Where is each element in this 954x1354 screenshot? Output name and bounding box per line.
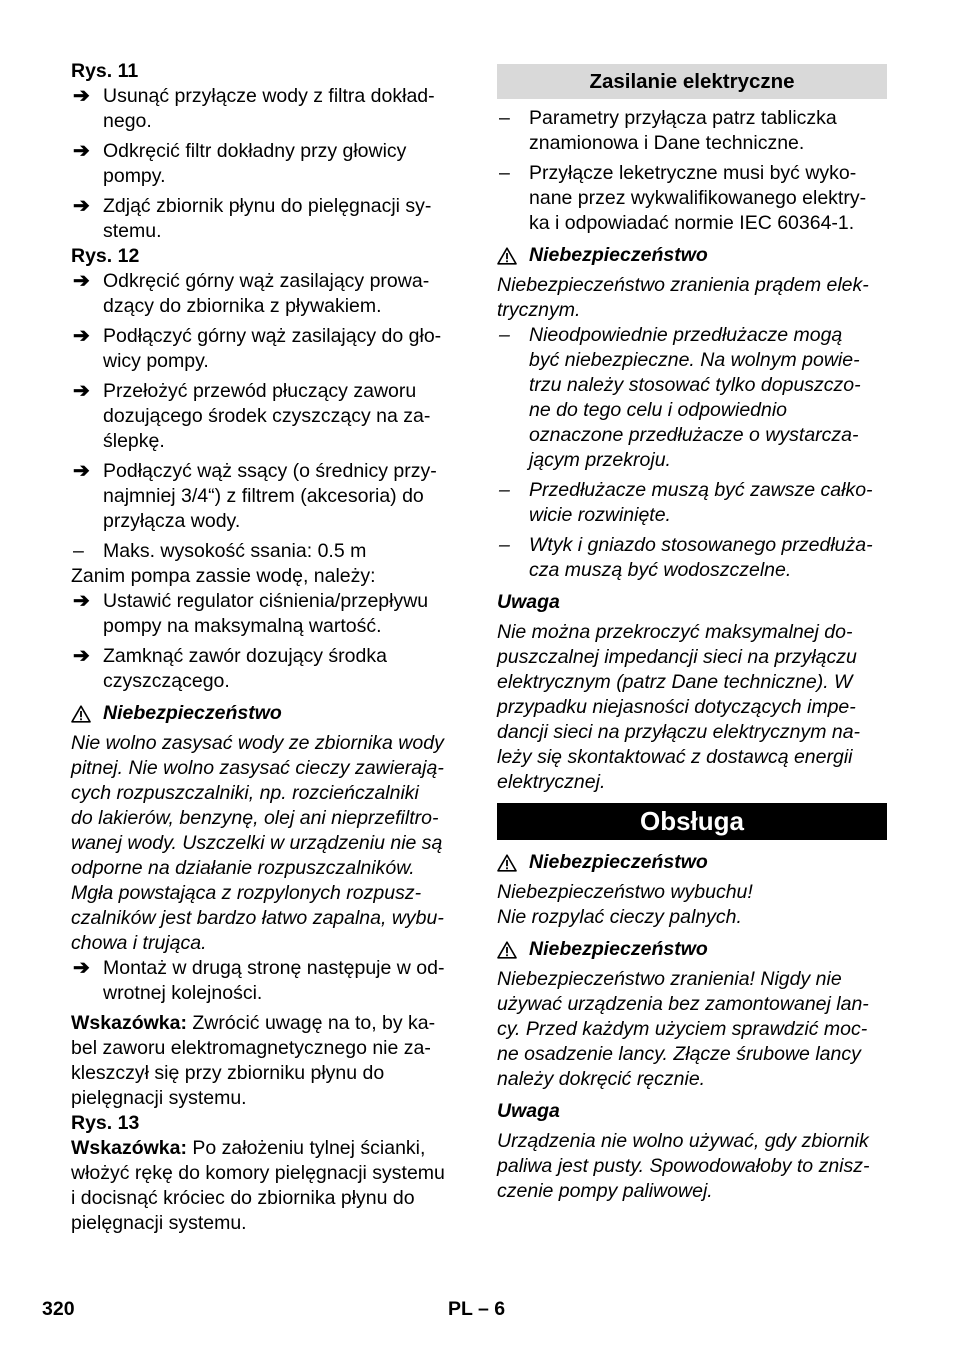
- text-line: Nie wolno zasysać wody ze zbiornika wody: [71, 732, 444, 754]
- text-line: najmniej 3/4“) z filtrem (akcesoria) do: [103, 485, 424, 507]
- danger-explosion-text: [497, 880, 887, 930]
- text-line: paliwa jest pusty. Spowodowałoby to znisz-: [497, 1155, 870, 1177]
- text-line: Odkręcić górny wąż zasilający prowa-: [103, 270, 430, 292]
- step-remove-water-connection: [71, 84, 459, 134]
- figure-ref-11: Rys. 11: [71, 60, 139, 82]
- text-line: Parametry przyłącza patrz tabliczka: [529, 107, 837, 129]
- section-heading-operation: Obsługa: [497, 803, 887, 840]
- extension-cable-item: [497, 323, 887, 473]
- text-line: leży się skontaktować z dostawcą energii: [497, 746, 853, 768]
- danger-electric-text: [497, 273, 887, 323]
- text-line: przyłącza wody.: [103, 510, 241, 532]
- text-line: Przełożyć przewód płuczący zaworu: [103, 380, 417, 402]
- page-number: 320: [42, 1298, 75, 1320]
- text-line: Usunąć przyłącze wody z filtra dokład-: [103, 85, 435, 107]
- dash-bullet: –: [499, 479, 510, 501]
- text-line: wicie rozwinięte.: [529, 504, 671, 526]
- text-line: czyszczącego.: [103, 670, 230, 692]
- step-remove-care-tank: [71, 194, 459, 244]
- arrow-right-icon: ➔: [73, 590, 90, 612]
- text-line: Niebezpieczeństwo wybuchu!: [497, 881, 753, 903]
- text-line: Podłączyć górny wąż zasilający do gło-: [103, 325, 442, 347]
- text-line: oznaczone przedłużacze o wystarcza-: [529, 424, 859, 446]
- text-line: do lakierów, benzynę, olej ani nieprzefiltro-: [71, 807, 439, 829]
- text-line: dzący do zbiornika z pływakiem.: [103, 295, 382, 317]
- danger-text: [71, 731, 459, 956]
- note-heading: Uwaga: [497, 1100, 560, 1122]
- step-set-regulator: [71, 589, 459, 639]
- right-column: [497, 59, 887, 1204]
- text-line: Podłączyć wąż ssący (o średnicy przy-: [103, 460, 437, 482]
- hint-cable: Wskazówka: Zwrócić uwagę na to, by ka- bel zaworu elektromagnetycznego nie za- kleszczył się przy zbiorniku płynu do pielęgnacji systemu.: [71, 1012, 436, 1109]
- text-line: cy. Przed każdym użyciem sprawdzić moc-: [497, 1018, 868, 1040]
- before-suction-text: Zanim pompa zassie wodę, należy:: [71, 565, 376, 587]
- power-electrician-item: [497, 161, 887, 236]
- note-fuel-tank-text: [497, 1129, 887, 1204]
- text-line: przypadku niejasności dotyczących impe-: [497, 696, 856, 718]
- dash-bullet: –: [499, 324, 510, 346]
- arrow-right-icon: ➔: [73, 380, 90, 402]
- text-line: pompy.: [103, 165, 166, 187]
- dash-bullet: –: [499, 534, 510, 556]
- text-line: dancji sieci na przyłączu elektrycznym na-: [497, 721, 861, 743]
- text-line: Nieodpowiednie przedłużacze mogą: [529, 324, 843, 346]
- step-unscrew-fine-filter: [71, 139, 459, 189]
- text-line: być niebezpieczne. Na wolnym powie-: [529, 349, 860, 371]
- note-impedance-text: [497, 620, 887, 795]
- text-line: nego.: [103, 110, 152, 132]
- text-line: cych rozpuszczalniki, np. rozcieńczalniki: [71, 782, 419, 804]
- note-heading: Uwaga: [497, 591, 560, 613]
- plug-watertight-item: [497, 533, 887, 583]
- dash-bullet: –: [499, 107, 510, 129]
- arrow-right-icon: ➔: [73, 957, 90, 979]
- language-page: PL – 6: [448, 1298, 506, 1320]
- dash-bullet: –: [73, 540, 84, 562]
- figure-ref-13: Rys. 13: [71, 1112, 140, 1134]
- arrow-right-icon: ➔: [73, 270, 90, 292]
- text-line: puszczalnej impedancji sieci na przyłączu: [497, 646, 857, 668]
- text-line: czalników jest bardzo łatwo zapalna, wybu-: [71, 907, 444, 929]
- arrow-right-icon: ➔: [73, 645, 90, 667]
- text-line: pitnej. Nie wolno zasysać cieczy zawierają-: [71, 757, 444, 779]
- arrow-right-icon: ➔: [73, 140, 90, 162]
- text-line: wrotnej kolejności.: [103, 982, 263, 1004]
- text-line: Ustawić regulator ciśnienia/przepływu: [103, 590, 429, 612]
- danger-injury-text: [497, 967, 887, 1092]
- text-line: ka i odpowiadać normie IEC 60364-1.: [529, 212, 855, 234]
- max-suction-height: – Maks. wysokość ssania: 0.5 m: [73, 540, 367, 562]
- arrow-right-icon: ➔: [73, 195, 90, 217]
- text-line: Zamknąć zawór dozujący środka: [103, 645, 387, 667]
- text-line: Zdjąć zbiornik płynu do pielęgnacji sy-: [103, 195, 432, 217]
- power-param-item: [497, 106, 887, 156]
- text-line: stemu.: [103, 220, 162, 242]
- step-move-rinse-line: [71, 379, 459, 454]
- warning-triangle-icon: [497, 941, 517, 959]
- text-line: czenie pompy paliwowej.: [497, 1180, 713, 1202]
- step-close-dosing-valve: [71, 644, 459, 694]
- text-line: ne do tego celu i odpowiednio: [529, 399, 788, 421]
- text-line: elektrycznej.: [497, 771, 606, 793]
- text-line: Urządzenia nie wolno używać, gdy zbiornik: [497, 1130, 869, 1152]
- text-line: odporne na działanie rozpuszczalników.: [71, 857, 415, 879]
- text-line: nane przez wykwalifikowanego elektry-: [529, 187, 867, 209]
- danger-heading: Niebezpieczeństwo: [497, 937, 887, 962]
- text-line: trzu należy stosować tylko dopuszczo-: [529, 374, 861, 396]
- text-line: używać urządzenia bez zamontowanej lan-: [497, 993, 869, 1015]
- text-line: Przedłużacze muszą być zawsze całko-: [529, 479, 873, 501]
- text-line: chowa i trująca.: [71, 932, 207, 954]
- text-line: elektrycznym (patrz Dane techniczne). W: [497, 671, 853, 693]
- hint-back-panel: Wskazówka: Po założeniu tylnej ścianki, włożyć rękę do komory pielęgnacji systemu i docisnąć króciec do zbiornika płynu do pielęgnacji systemu.: [71, 1137, 445, 1234]
- step-connect-suction-hose: [71, 459, 459, 534]
- text-line: Montaż w drugą stronę następuje w od-: [103, 957, 445, 979]
- text-line: należy dokręcić ręcznie.: [497, 1068, 706, 1090]
- text-line: trycznym.: [497, 299, 581, 321]
- text-line: wicy pompy.: [103, 350, 209, 372]
- step-connect-upper-hose: [71, 324, 459, 374]
- warning-triangle-icon: [71, 705, 91, 723]
- text-line: jącym przekroju.: [529, 449, 671, 471]
- text-line: Niebezpieczeństwo zranienia prądem elek-: [497, 274, 869, 296]
- danger-heading: Niebezpieczeństwo: [71, 701, 459, 726]
- text-line: pompy na maksymalną wartość.: [103, 615, 382, 637]
- text-line: cza muszą być wodoszczelne.: [529, 559, 792, 581]
- text-line: Odkręcić filtr dokładny przy głowicy: [103, 140, 407, 162]
- figure-ref-12: Rys. 12: [71, 245, 140, 267]
- arrow-right-icon: ➔: [73, 325, 90, 347]
- section-heading-power-supply: Zasilanie elektryczne: [497, 64, 887, 99]
- text-line: ślepkę.: [103, 430, 165, 452]
- text-line: Nie można przekroczyć maksymalnej do-: [497, 621, 853, 643]
- text-line: ne osadzenie lancy. Złącze śrubowe lancy: [497, 1043, 861, 1065]
- left-column: [71, 59, 459, 1236]
- text-line: Mgła powstająca z rozpylonych rozpusz-: [71, 882, 422, 904]
- arrow-right-icon: ➔: [73, 460, 90, 482]
- dash-bullet: –: [499, 162, 510, 184]
- text-line: Nie rozpylać cieczy palnych.: [497, 906, 742, 928]
- text-line: Przyłącze leketryczne musi być wyko-: [529, 162, 857, 184]
- warning-triangle-icon: [497, 854, 517, 872]
- danger-heading: Niebezpieczeństwo: [497, 850, 887, 875]
- extension-unrolled-item: [497, 478, 887, 528]
- arrow-right-icon: ➔: [73, 85, 90, 107]
- text-line: Wtyk i gniazdo stosowanego przedłuża-: [529, 534, 873, 556]
- text-line: Niebezpieczeństwo zranienia! Nigdy nie: [497, 968, 842, 990]
- step-unscrew-upper-hose: [71, 269, 459, 319]
- danger-heading: Niebezpieczeństwo: [497, 243, 887, 268]
- text-line: znamionowa i Dane techniczne.: [529, 132, 805, 154]
- text-line: wanej wody. Uszczelki w urządzeniu nie są: [71, 832, 443, 854]
- step-reassembly: [71, 956, 459, 1006]
- text-line: dozującego środek czyszczący na za-: [103, 405, 431, 427]
- warning-triangle-icon: [497, 247, 517, 265]
